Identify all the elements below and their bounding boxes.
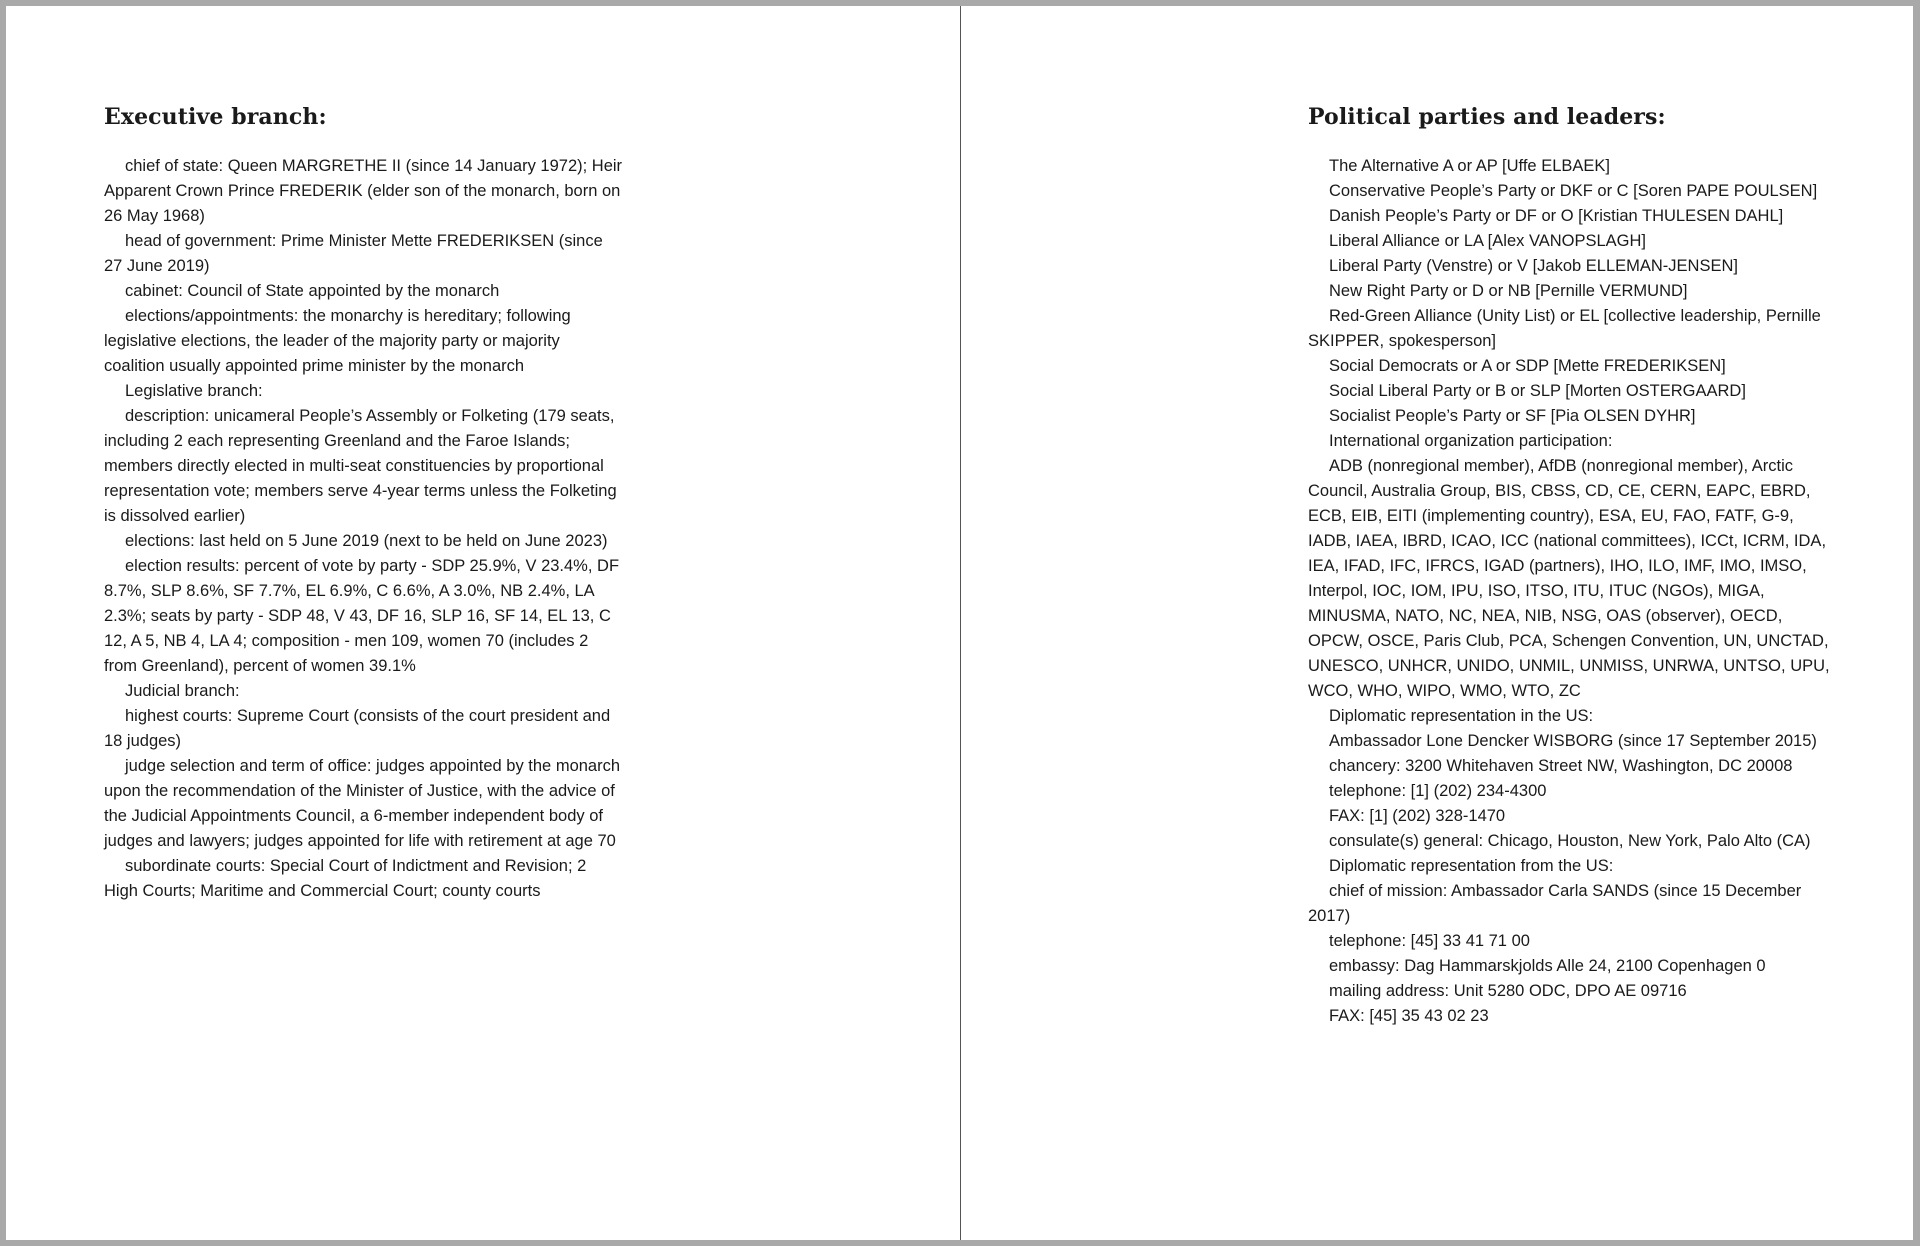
section-label: Legislative branch: [125,382,263,400]
paragraph: chief of state: Queen MARGRETHE II (since 14 January 1972); Heir Apparent Crown Prince FREDERIK (elder son of the monarch, born on 26 May 1968) [104,157,623,225]
paragraph: cabinet: Council of State appointed by the monarch [125,282,500,300]
section-label: Judicial branch: [125,682,240,700]
paragraph: FAX: [45] 35 43 02 23 [1329,1007,1489,1025]
party-entry: The Alternative A or AP [Uffe ELBAEK] [1329,157,1610,175]
section-label: Diplomatic representation from the US: [1329,857,1614,875]
paragraph: consulate(s) general: Chicago, Houston, New York, Palo Alto (CA) [1329,832,1811,850]
party-entry: Liberal Alliance or LA [Alex VANOPSLAGH] [1329,232,1647,250]
party-entry: Danish People’s Party or DF or O [Kristian THULESEN DAHL] [1329,207,1784,225]
paragraph: chancery: 3200 Whitehaven Street NW, Washington, DC 20008 [1329,757,1793,775]
section-label: Diplomatic representation in the US: [1329,707,1594,725]
executive-branch-heading: Executive branch: [104,104,327,130]
paragraph: election results: percent of vote by party - SDP 25.9%, V 23.4%, DF 8.7%, SLP 8.6%, SF 7.7%, EL 6.9%, C 6.6%, A 3.0%, NB 2.4%, LA 2.3%; seats by party - SDP 48, V 43, DF 16, SLP 16, SF 14, EL 13, C 12, A 5, NB 4, LA 4; composition - men 109, women 70 (includes 2 from Greenland), percent of women 39.1% [104,557,620,675]
paragraph: chief of mission: Ambassador Carla SANDS (since 15 December 2017) [1308,882,1802,925]
paragraph: FAX: [1] (202) 328-1470 [1329,807,1506,825]
left-page-content [104,104,624,904]
section-label: International organization participation: [1329,432,1613,450]
paragraph: telephone: [45] 33 41 71 00 [1329,932,1530,950]
party-entry: Social Democrats or A or SDP [Mette FREDERIKSEN] [1329,357,1726,375]
paragraph: mailing address: Unit 5280 ODC, DPO AE 09716 [1329,982,1687,1000]
paragraph: subordinate courts: Special Court of Indictment and Revision; 2 High Courts; Maritime and Commercial Court; county courts [104,857,587,900]
paragraph: elections/appointments: the monarchy is hereditary; following legislative elections, the leader of the majority party or majority coalition usually appointed prime minister by the monarch [104,307,571,375]
party-entry: New Right Party or D or NB [Pernille VERMUND] [1329,282,1688,300]
paragraph: telephone: [1] (202) 234-4300 [1329,782,1547,800]
paragraph: judge selection and term of office: judges appointed by the monarch upon the recommendation of the Minister of Justice, with the advice of the Judicial Appointments Council, a 6-member independent body of judges and lawyers; judges appointed for life with retirement at age 70 [104,757,621,850]
left-page [6,6,961,1240]
paragraph: ADB (nonregional member), AfDB (nonregional member), Arctic Council, Australia Group, BIS, CBSS, CD, CE, CERN, EAPC, EBRD, ECB, EIB, EITI (implementing country), ESA, EU, FAO, FATF, G-9, IADB, IAEA, IBRD, ICAO, ICC (national committees), ICCt, ICRM, IDA, IEA, IFAD, IFC, IFRCS, IGAD (partners), IHO, ILO, IMF, IMO, IMSO, Interpol, IOC, IOM, IPU, ISO, ITSO, ITU, ITUC (NGOs), MIGA, MINUSMA, NATO, NC, NEA, NIB, NSG, OAS (observer), OECD, OPCW, OSCE, Paris Club, PCA, Schengen Convention, UN, UNCTAD, UNESCO, UNHCR, UNIDO, UNMIL, UNMISS, UNRWA, UNTSO, UPU, WCO, WHO, WIPO, WMO, WTO, ZC [1308,457,1830,700]
paragraph: description: unicameral People’s Assembly or Folketing (179 seats, including 2 each representing Greenland and the Faroe Islands; members directly elected in multi-seat constituencies by proportional representation vote; members serve 4-year terms unless the Folketing is dissolved earlier) [104,407,617,525]
party-entry: Red-Green Alliance (Unity List) or EL [collective leadership, Pernille SKIPPER, spokesperson] [1308,307,1821,350]
paragraph: head of government: Prime Minister Mette FREDERIKSEN (since 27 June 2019) [104,232,603,275]
party-entry: Liberal Party (Venstre) or V [Jakob ELLEMAN-JENSEN] [1329,257,1738,275]
party-entry: Conservative People’s Party or DKF or C [Soren PAPE POULSEN] [1329,182,1818,200]
book-spread [6,6,1913,1240]
political-parties-heading: Political parties and leaders: [1308,104,1666,130]
paragraph: Ambassador Lone Dencker WISBORG (since 17 September 2015) [1329,732,1817,750]
paragraph: embassy: Dag Hammarskjolds Alle 24, 2100 Copenhagen 0 [1329,957,1766,975]
paragraph: highest courts: Supreme Court (consists of the court president and 18 judges) [104,707,611,750]
paragraph: elections: last held on 5 June 2019 (next to be held on June 2023) [125,532,608,550]
right-page-content [1308,104,1838,1029]
party-entry: Socialist People’s Party or SF [Pia OLSEN DYHR] [1329,407,1696,425]
party-entry: Social Liberal Party or B or SLP [Morten OSTERGAARD] [1329,382,1746,400]
right-page [961,6,1913,1240]
